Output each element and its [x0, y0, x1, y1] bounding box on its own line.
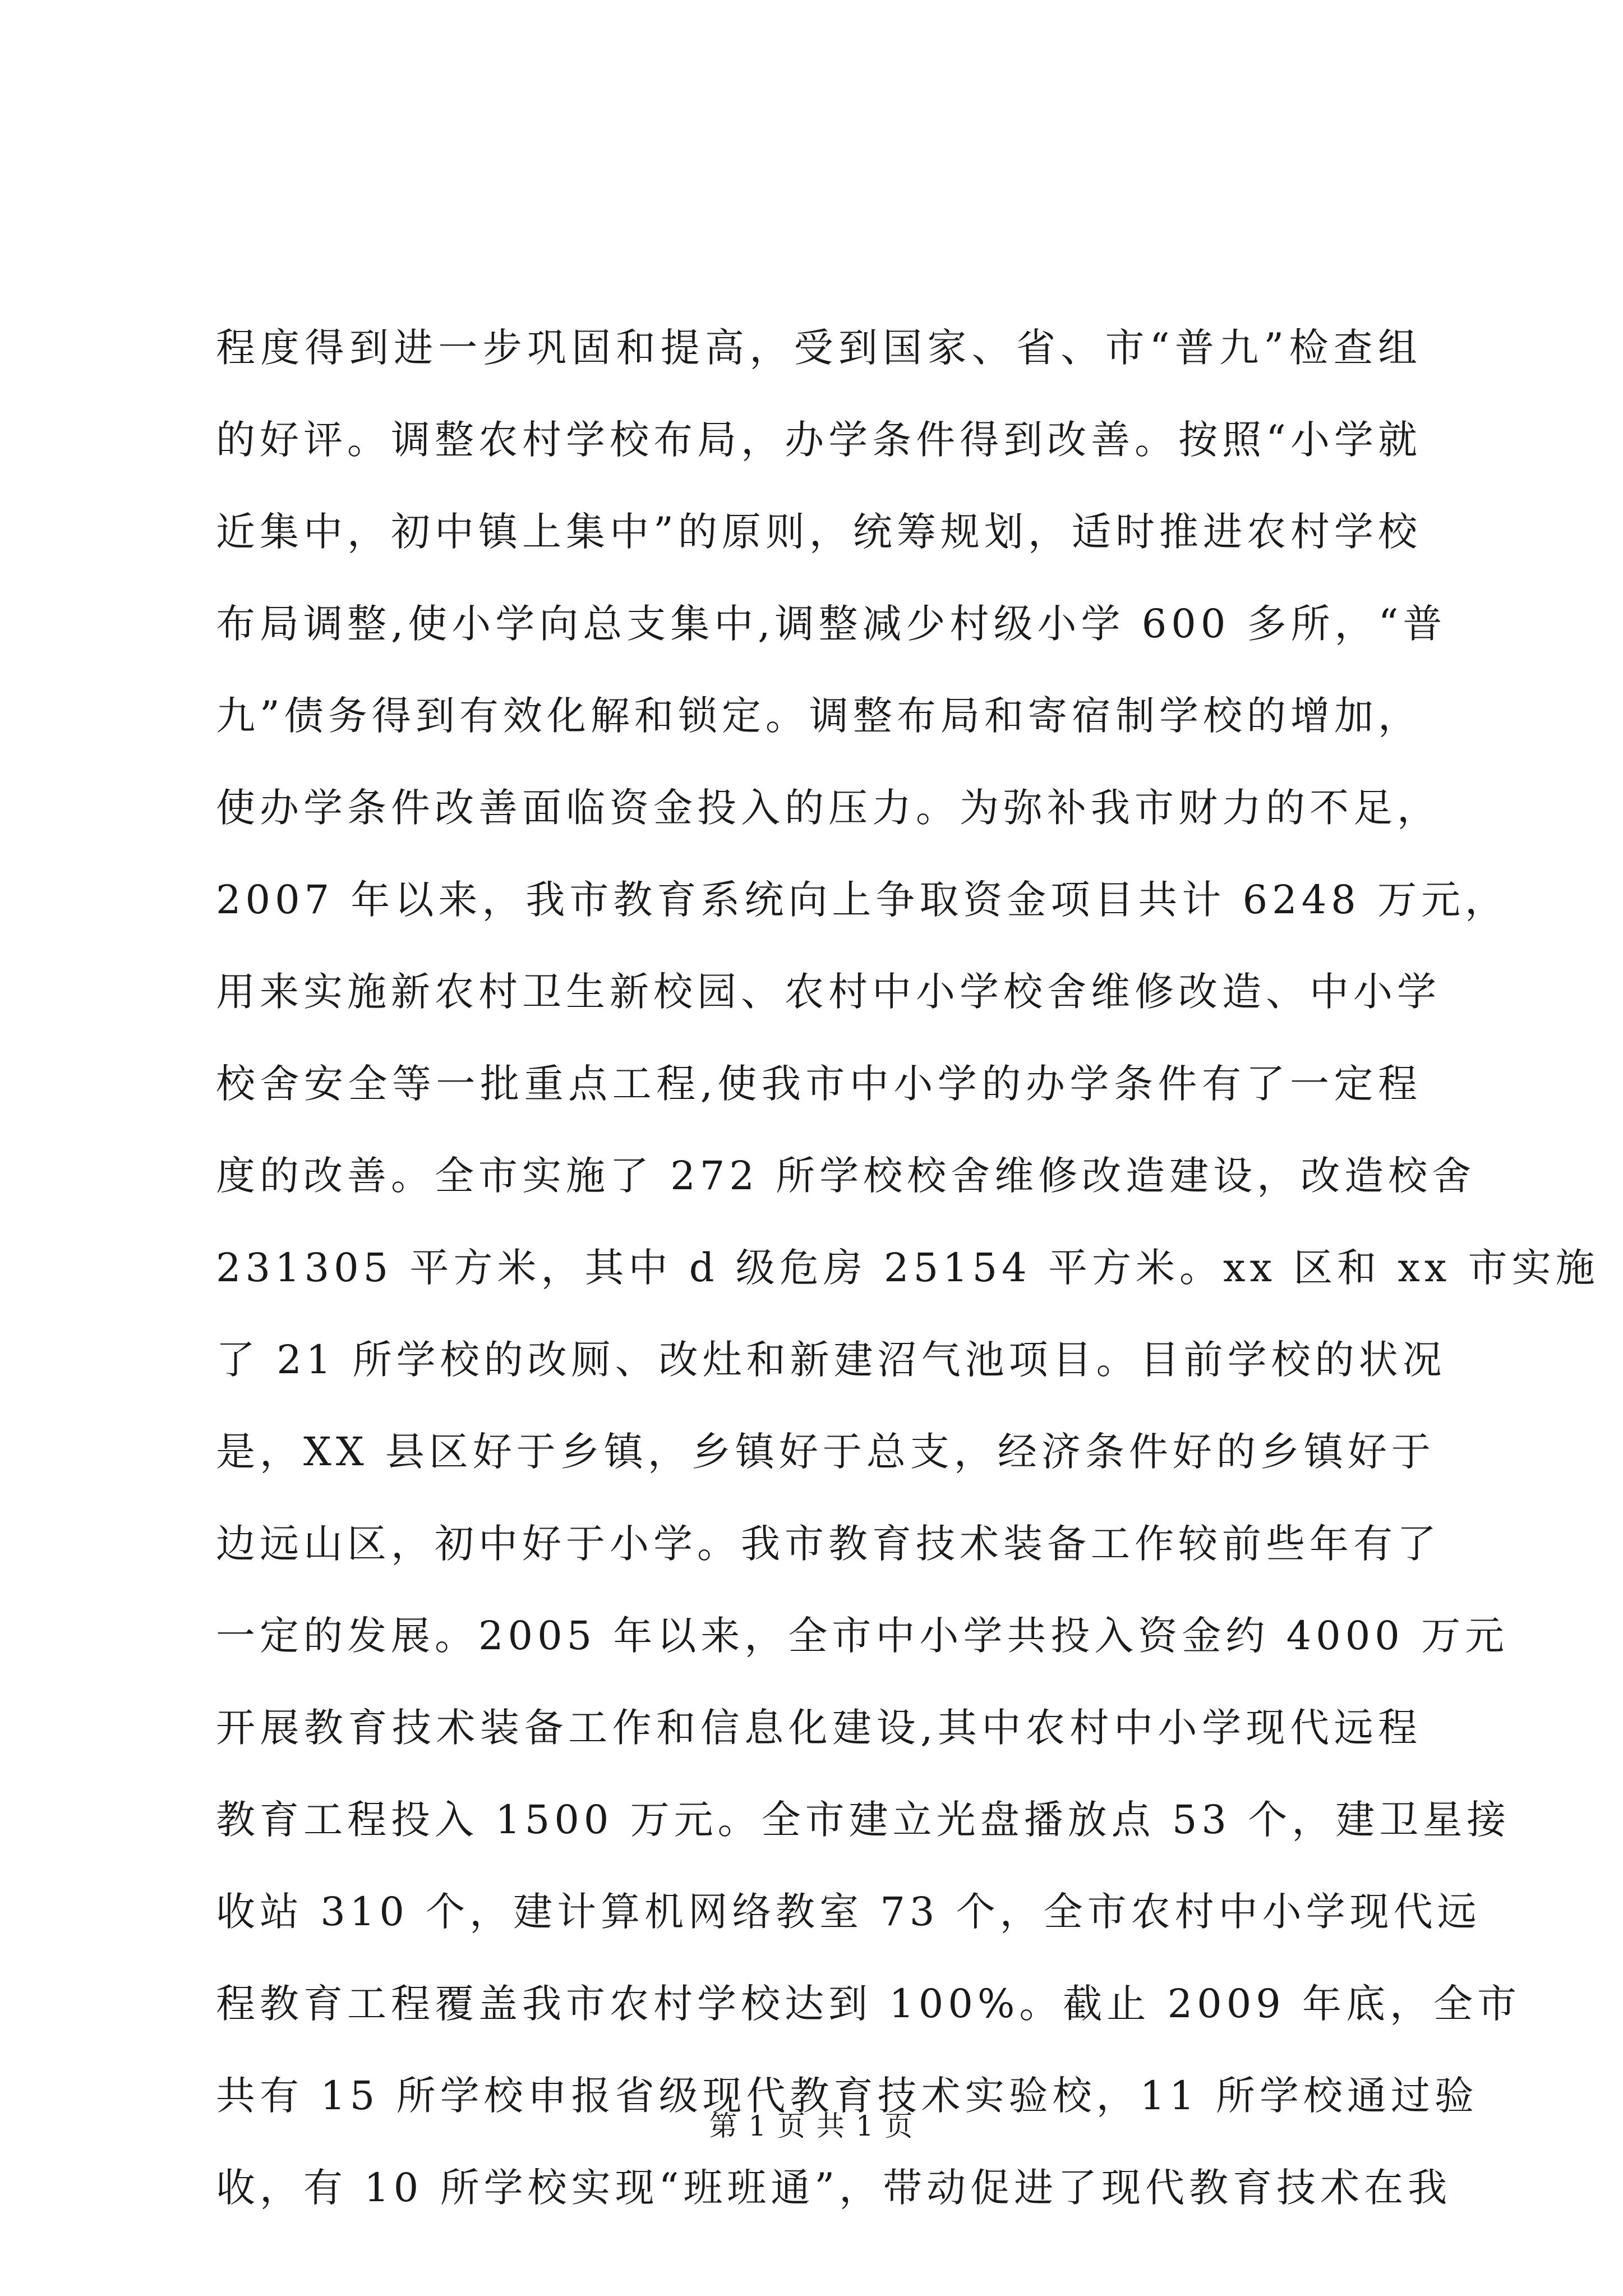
text-line: 231305 平方米，其中 d 级危房 25154 平方米。xx 区和 xx 市实施	[216, 1245, 1599, 1291]
text-line: 布局调整,使小学向总支集中,调整减少村级小学 600 多所，“普	[216, 601, 1447, 647]
text-line: 程教育工程覆盖我市农村学校达到 100%。截止 2009 年底，全市	[216, 1981, 1521, 2027]
page-number: 第 1 页 共 1 页	[709, 2110, 914, 2142]
page-footer	[0, 2106, 1623, 2146]
text-line: 近集中，初中镇上集中”的原则，统筹规划，适时推进农村学校	[216, 509, 1422, 555]
text-line: 用来实施新农村卫生新校园、农村中小学校舍维修改造、中小学	[216, 969, 1441, 1015]
text-line: 了 21 所学校的改厕、改灶和新建沼气池项目。目前学校的状况	[216, 1337, 1446, 1383]
text-line: 校舍安全等一批重点工程,使我市中小学的办学条件有了一定程	[216, 1061, 1422, 1107]
text-line: 2007 年以来，我市教育系统向上争取资金项目共计 6248 万元，	[216, 877, 1509, 923]
text-line: 程度得到进一步巩固和提高，受到国家、省、市“普九”检查组	[216, 325, 1422, 371]
text-line: 收站 310 个，建计算机网络教室 73 个，全市农村中小学现代远	[216, 1889, 1481, 1935]
text-line: 边远山区，初中好于小学。我市教育技术装备工作较前些年有了	[216, 1521, 1441, 1567]
text-line: 收，有 10 所学校实现“班班通”，带动促进了现代教育技术在我	[216, 2165, 1452, 2211]
text-line: 一定的发展。2005 年以来，全市中小学共投入资金约 4000 万元	[216, 1613, 1509, 1659]
text-line: 共有 15 所学校申报省级现代教育技术实验校，11 所学校通过验	[216, 2073, 1478, 2119]
text-line: 开展教育技术装备工作和信息化建设,其中农村中小学现代远程	[216, 1705, 1422, 1751]
text-line: 九”债务得到有效化解和锁定。调整布局和寄宿制学校的增加，	[216, 693, 1422, 739]
text-line: 的好评。调整农村学校布局，办学条件得到改善。按照“小学就	[216, 417, 1422, 463]
text-line: 度的改善。全市实施了 272 所学校校舍维修改造建设，改造校舍	[216, 1153, 1476, 1199]
body-text	[216, 302, 1599, 2234]
text-line: 教育工程投入 1500 万元。全市建立光盘播放点 53 个，建卫星接	[216, 1797, 1511, 1843]
text-line: 使办学条件改善面临资金投入的压力。为弥补我市财力的不足，	[216, 785, 1441, 831]
text-line: 是，XX 县区好于乡镇，乡镇好于总支，经济条件好的乡镇好于	[216, 1429, 1435, 1475]
